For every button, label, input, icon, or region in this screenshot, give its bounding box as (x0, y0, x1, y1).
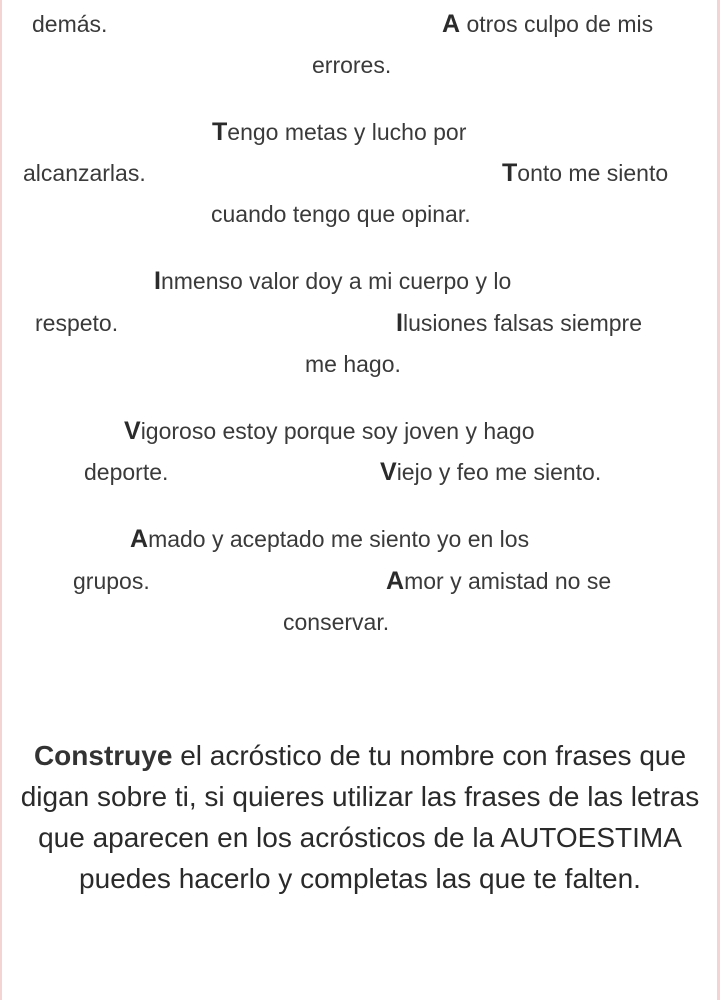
acrostic-line: deporte. (84, 459, 169, 485)
acrostic-line: cuando tengo que opinar. (211, 201, 471, 227)
acrostic-line: Amor y amistad no se (386, 567, 612, 595)
acrostic-line: alcanzarlas. (23, 160, 146, 186)
acrostic-initial: I (396, 309, 403, 337)
acrostic-line: Viejo y feo me siento. (380, 458, 602, 486)
acrostic-line: conservar. (283, 609, 390, 635)
acrostic-line: Tonto me siento (502, 159, 669, 187)
instructions-verb: Construye (33, 740, 173, 771)
instructions-paragraph (15, 735, 705, 899)
acrostic-initial: A (130, 525, 149, 553)
acrostic-line: errores. (312, 52, 392, 78)
acrostic-line: A otros culpo de mis (442, 10, 654, 38)
acrostic-initial: V (380, 458, 397, 486)
acrostic-initial: T (212, 118, 228, 146)
acrostic-line: Amado y aceptado me siento yo en los (130, 525, 530, 553)
acrostic-initial: I (154, 267, 161, 295)
acrostic-line: respeto. (35, 310, 119, 336)
acrostic-line: grupos. (73, 568, 150, 594)
acrostic-line: Ilusiones falsas siempre (396, 309, 643, 337)
acrostic-initial: A (442, 10, 461, 38)
acrostic-initial: V (124, 417, 141, 445)
acrostic-line: Inmenso valor doy a mi cuerpo y lo (154, 267, 512, 295)
instructions-text: el acróstico de tu nombre con frases que digan sobre ti, si quieres utilizar las frases de las letras que aparecen en los acrósticos de la AUTOESTIMA puedes hacerlo y completas las que te falten. (20, 740, 700, 894)
acrostic-initial: T (502, 159, 518, 187)
acrostic-line: me hago. (305, 351, 401, 377)
acrostic-line: Vigoroso estoy porque soy joven y hago (124, 417, 535, 445)
acrostic-line: Tengo metas y lucho por (212, 118, 467, 146)
acrostic-initial: A (386, 567, 405, 595)
page-edge-left (0, 0, 2, 1000)
acrostic-line: demás. (32, 11, 108, 37)
